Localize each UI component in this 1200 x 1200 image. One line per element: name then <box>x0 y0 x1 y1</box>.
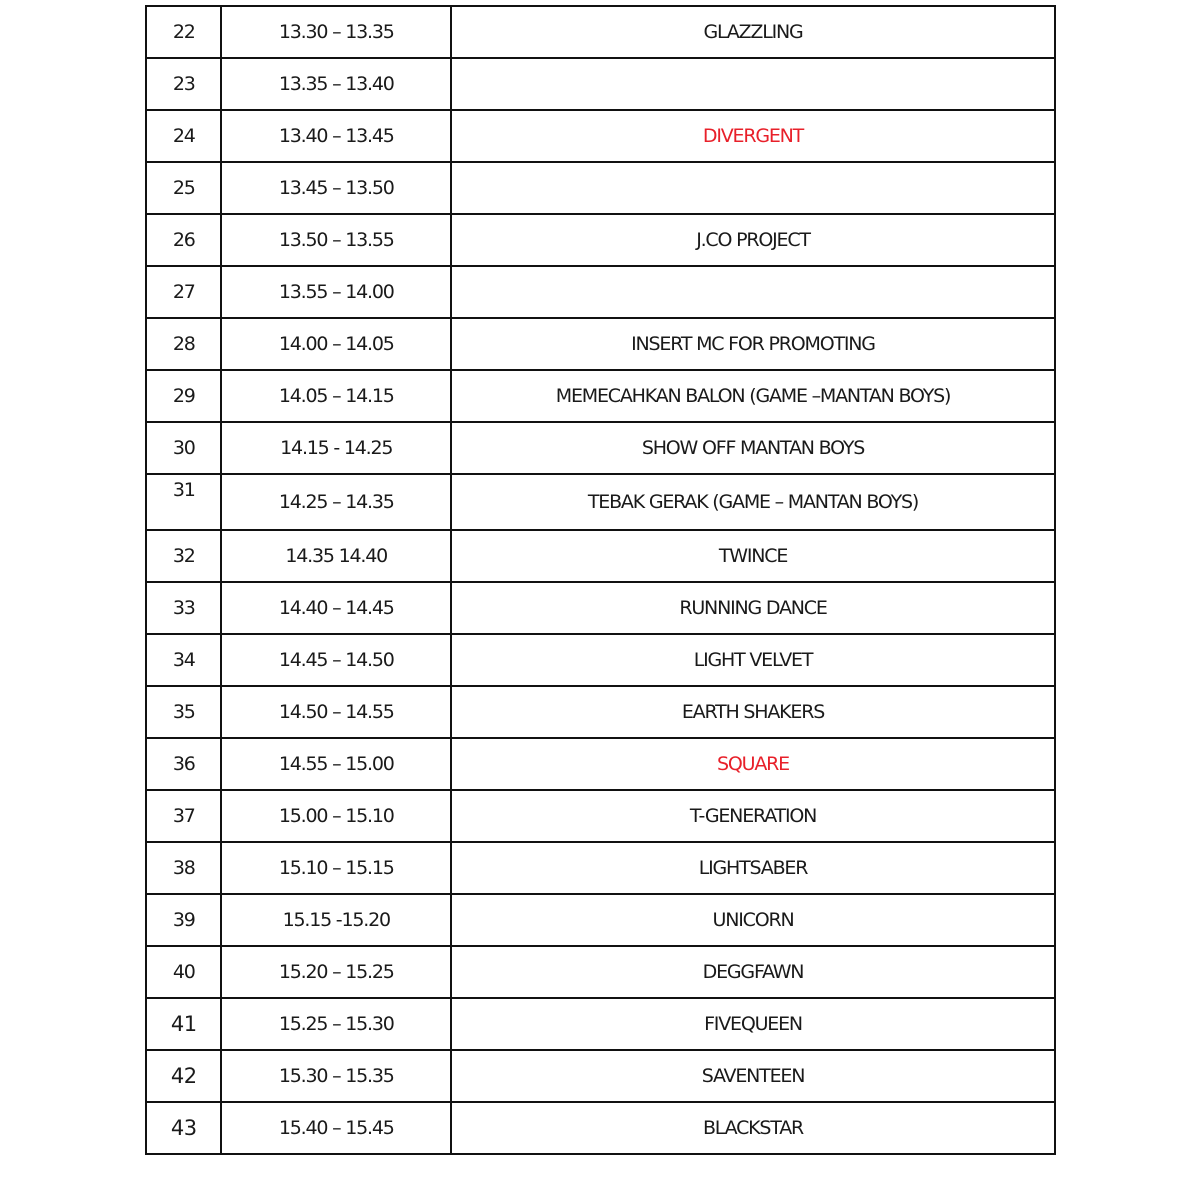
table-row <box>146 214 1055 266</box>
row-number-cell: 31 <box>146 474 221 530</box>
row-number-cell: 28 <box>146 318 221 370</box>
row-number-cell: 30 <box>146 422 221 474</box>
table-row <box>146 6 1055 58</box>
performer-cell: RUNNING DANCE <box>451 582 1055 634</box>
table-row <box>146 318 1055 370</box>
table-row <box>146 162 1055 214</box>
row-number-cell: 36 <box>146 738 221 790</box>
row-number-cell: 40 <box>146 946 221 998</box>
time-slot-cell: 14.05 – 14.15 <box>221 370 451 422</box>
table-row <box>146 790 1055 842</box>
performer-cell: DIVERGENT <box>451 110 1055 162</box>
performer-cell: SAVENTEEN <box>451 1050 1055 1102</box>
time-slot-cell: 13.55 – 14.00 <box>221 266 451 318</box>
table-row <box>146 582 1055 634</box>
row-number-cell: 39 <box>146 894 221 946</box>
time-slot-cell: 13.45 – 13.50 <box>221 162 451 214</box>
table-row <box>146 686 1055 738</box>
time-slot-cell: 13.30 – 13.35 <box>221 6 451 58</box>
row-number-cell: 27 <box>146 266 221 318</box>
table-row <box>146 1102 1055 1154</box>
table-row <box>146 422 1055 474</box>
row-number-cell: 35 <box>146 686 221 738</box>
performer-cell: INSERT MC FOR PROMOTING <box>451 318 1055 370</box>
table-row <box>146 370 1055 422</box>
performer-cell: J.CO PROJECT <box>451 214 1055 266</box>
time-slot-cell: 13.50 – 13.55 <box>221 214 451 266</box>
row-number-cell: 32 <box>146 530 221 582</box>
time-slot-cell: 13.35 – 13.40 <box>221 58 451 110</box>
time-slot-cell: 14.55 – 15.00 <box>221 738 451 790</box>
performer-cell: MEMECAHKAN BALON (GAME –MANTAN BOYS) <box>451 370 1055 422</box>
row-number-cell: 22 <box>146 6 221 58</box>
time-slot-cell: 14.15 - 14.25 <box>221 422 451 474</box>
performer-cell: LIGHTSABER <box>451 842 1055 894</box>
row-number-cell: 23 <box>146 58 221 110</box>
performer-cell: TWINCE <box>451 530 1055 582</box>
table-row <box>146 998 1055 1050</box>
row-number-cell: 42 <box>146 1050 221 1102</box>
table-row <box>146 266 1055 318</box>
time-slot-cell: 14.25 – 14.35 <box>221 474 451 530</box>
performer-cell: GLAZZLING <box>451 6 1055 58</box>
time-slot-cell: 14.40 – 14.45 <box>221 582 451 634</box>
performer-cell: EARTH SHAKERS <box>451 686 1055 738</box>
table-row <box>146 1050 1055 1102</box>
performer-cell: BLACKSTAR <box>451 1102 1055 1154</box>
time-slot-cell: 15.25 – 15.30 <box>221 998 451 1050</box>
table-row <box>146 842 1055 894</box>
row-number-cell: 33 <box>146 582 221 634</box>
time-slot-cell: 13.40 – 13.45 <box>221 110 451 162</box>
table-row <box>146 946 1055 998</box>
table-row <box>146 530 1055 582</box>
row-number-cell: 41 <box>146 998 221 1050</box>
performer-cell: LIGHT VELVET <box>451 634 1055 686</box>
performer-cell <box>451 58 1055 110</box>
row-number-cell: 26 <box>146 214 221 266</box>
performer-cell: DEGGFAWN <box>451 946 1055 998</box>
row-number-cell: 25 <box>146 162 221 214</box>
table-row <box>146 58 1055 110</box>
performer-cell: SQUARE <box>451 738 1055 790</box>
performer-cell: TEBAK GERAK (GAME – MANTAN BOYS) <box>451 474 1055 530</box>
time-slot-cell: 15.40 – 15.45 <box>221 1102 451 1154</box>
row-number-cell: 29 <box>146 370 221 422</box>
schedule-table <box>145 5 1056 1155</box>
performer-cell <box>451 162 1055 214</box>
row-number-cell: 24 <box>146 110 221 162</box>
table-row <box>146 634 1055 686</box>
row-number-cell: 43 <box>146 1102 221 1154</box>
row-number-cell: 34 <box>146 634 221 686</box>
time-slot-cell: 14.45 – 14.50 <box>221 634 451 686</box>
performer-cell: FIVEQUEEN <box>451 998 1055 1050</box>
table-row <box>146 110 1055 162</box>
time-slot-cell: 15.20 – 15.25 <box>221 946 451 998</box>
time-slot-cell: 14.35 14.40 <box>221 530 451 582</box>
time-slot-cell: 15.10 – 15.15 <box>221 842 451 894</box>
row-number-cell: 38 <box>146 842 221 894</box>
time-slot-cell: 14.00 – 14.05 <box>221 318 451 370</box>
performer-cell: T-GENERATION <box>451 790 1055 842</box>
time-slot-cell: 15.15 -15.20 <box>221 894 451 946</box>
schedule-body <box>146 6 1055 1154</box>
table-row <box>146 894 1055 946</box>
table-row <box>146 474 1055 530</box>
performer-cell: UNICORN <box>451 894 1055 946</box>
performer-cell: SHOW OFF MANTAN BOYS <box>451 422 1055 474</box>
time-slot-cell: 15.00 – 15.10 <box>221 790 451 842</box>
time-slot-cell: 14.50 – 14.55 <box>221 686 451 738</box>
table-row <box>146 738 1055 790</box>
performer-cell <box>451 266 1055 318</box>
time-slot-cell: 15.30 – 15.35 <box>221 1050 451 1102</box>
row-number-cell: 37 <box>146 790 221 842</box>
